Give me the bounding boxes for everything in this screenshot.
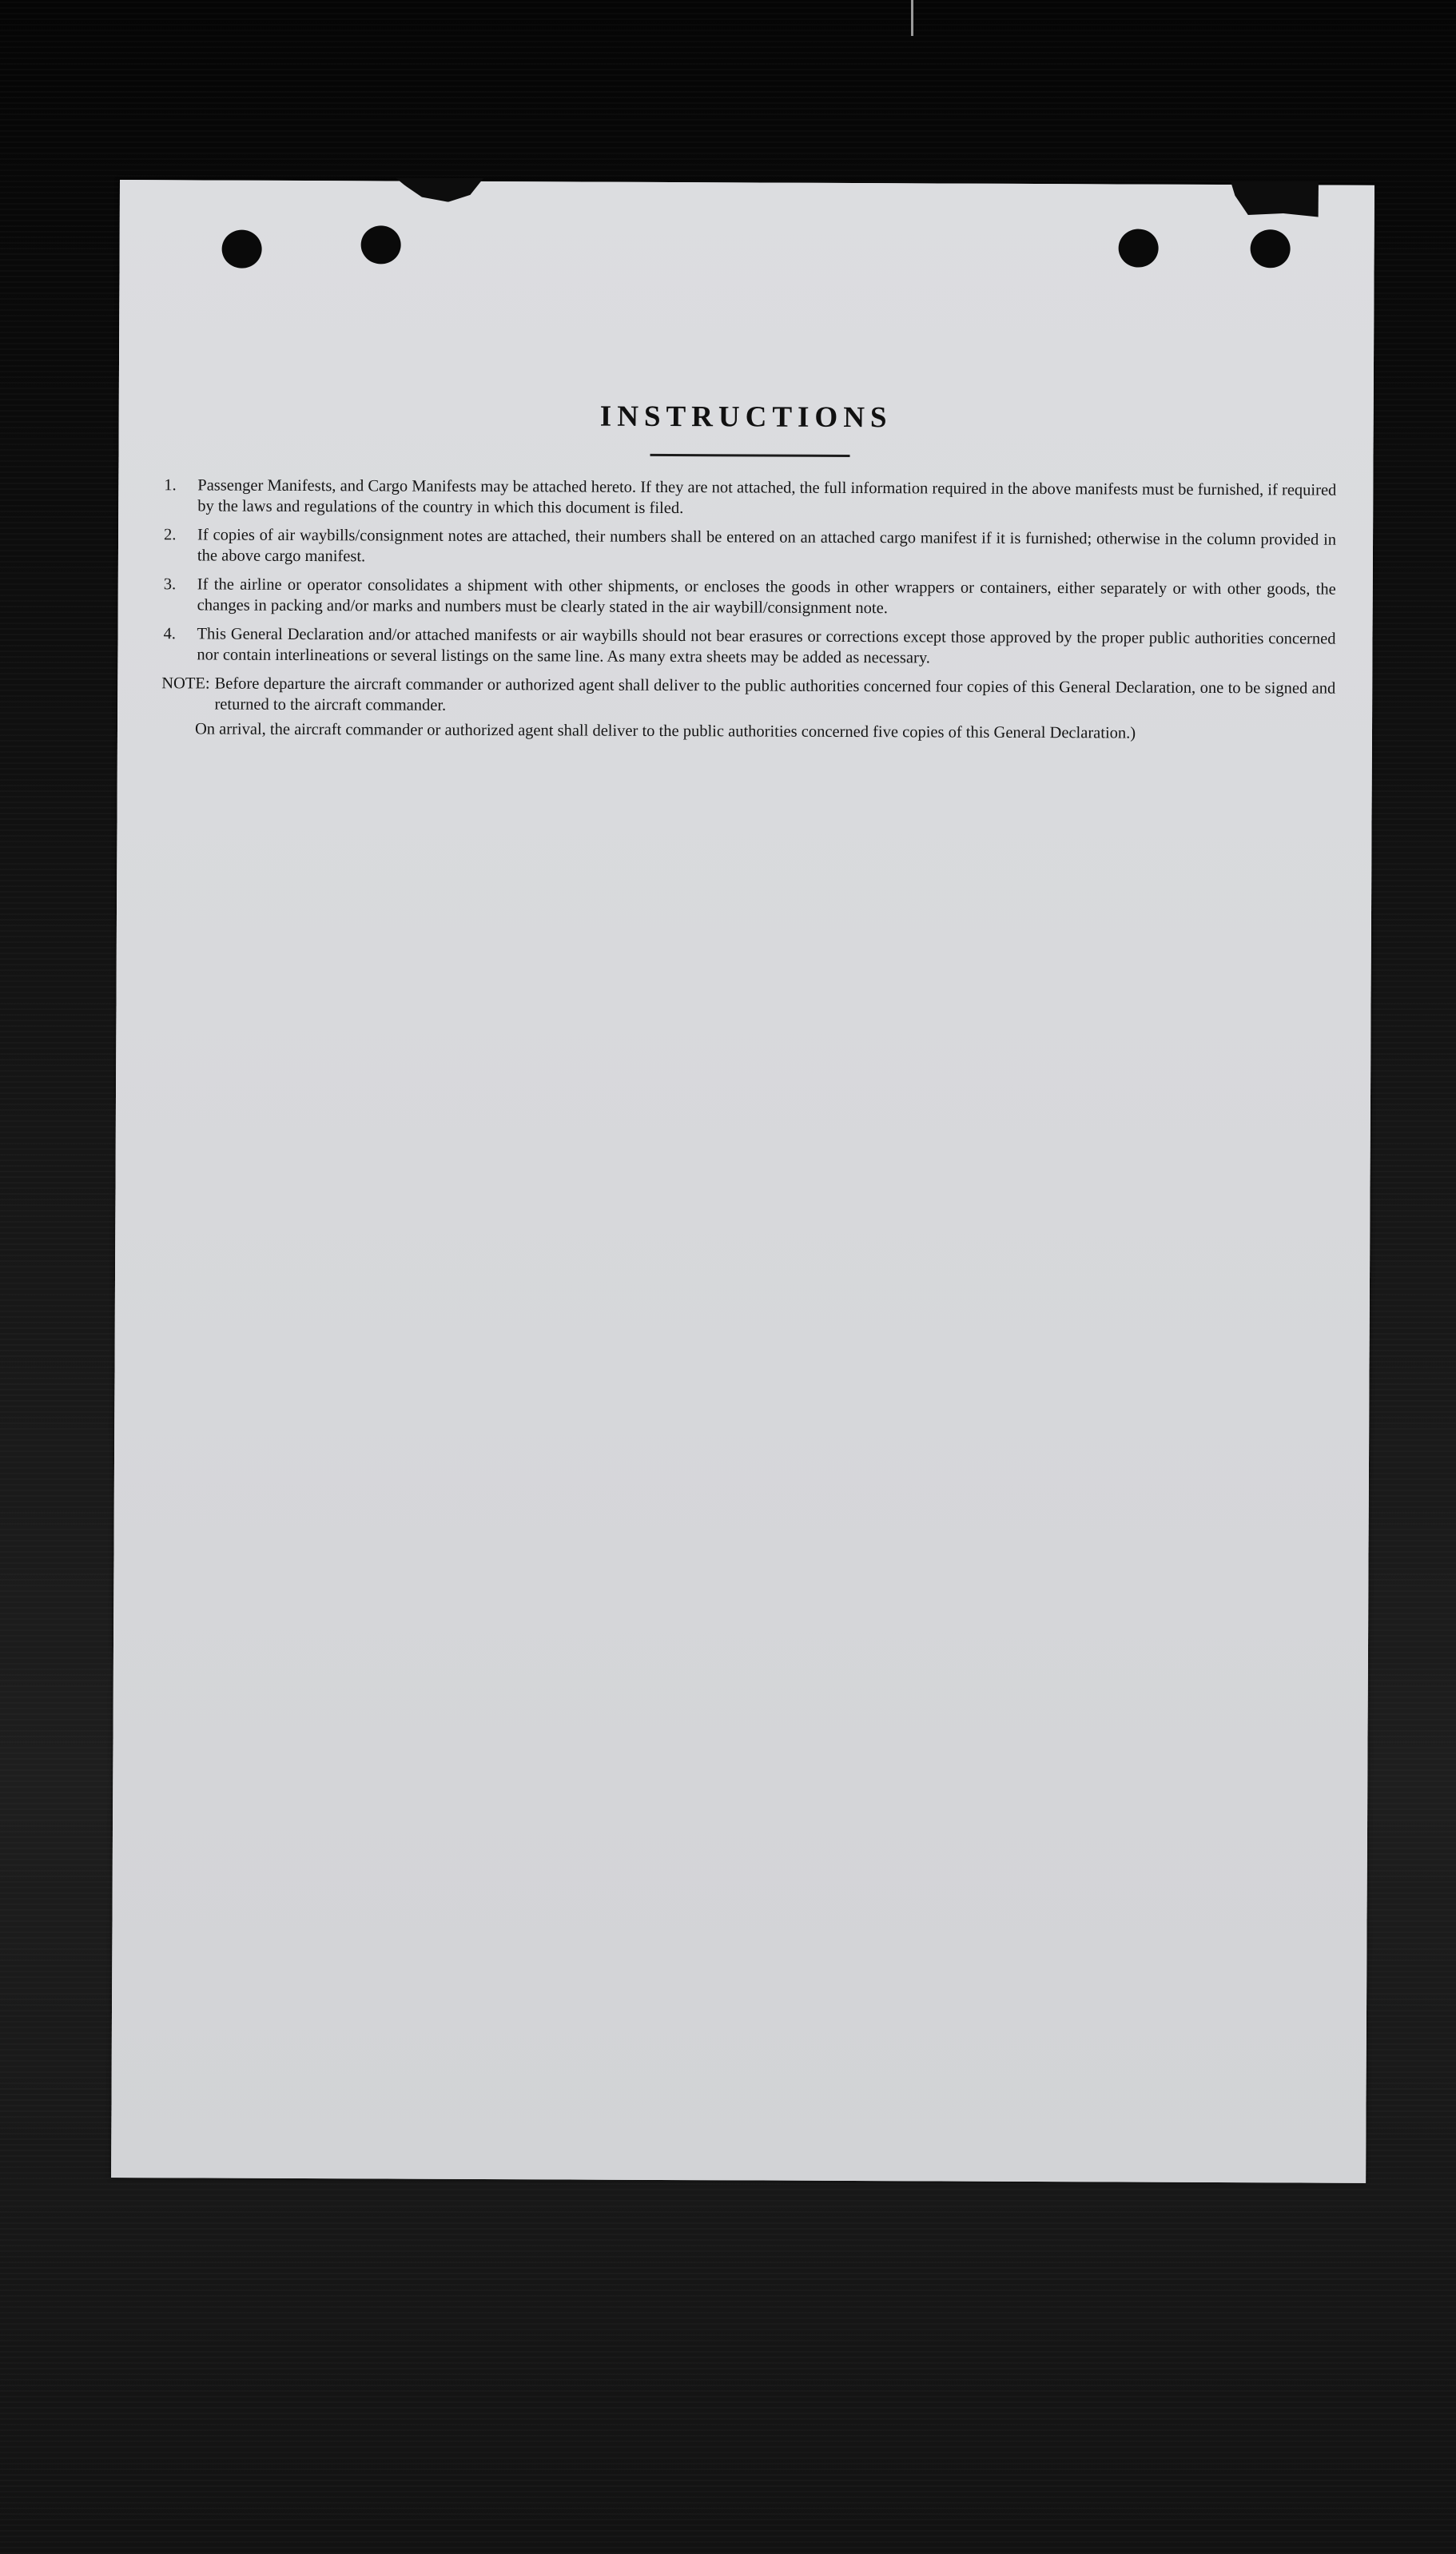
instruction-number: 3. [163,575,177,594]
instruction-text: If copies of air waybills/consignment notes are attached, their numbers shall be entered on an attached cargo manifest if it is furnished; otherwise in the column provided in the above cargo manifest. [197,526,1337,565]
instruction-item [161,624,1335,670]
instruction-number: 4. [163,625,176,643]
instruction-item [162,525,1336,571]
instruction-text: This General Declaration and/or attached manifests or air waybills should not bear erasures or corrections except those approved by the proper public authorities concerned nor contain interlineations or several listings on the same line. As many extra sheets may be added as necessary. [197,625,1336,666]
instruction-number: 2. [164,526,177,544]
punch-hole-left-2 [361,225,401,264]
page-title: INSTRUCTIONS [599,400,893,435]
punch-hole-right-1 [1119,229,1159,267]
instruction-item [162,575,1336,620]
punch-hole-left-1 [222,230,262,269]
instruction-item [162,475,1336,521]
torn-edge-left [396,178,483,202]
torn-edge-right [1231,181,1319,217]
note-label: NOTE: [161,674,210,693]
note-block [161,674,1335,719]
document-page [111,180,1374,2183]
title-underline [650,454,849,457]
scan-mark-top [911,0,913,36]
instruction-number: 1. [164,476,177,495]
instruction-text: If the airline or operator consolidates a shipment with other shipments, or encloses the goods in other wrappers or containers, either separately or with other goods, the changes in packing and/or marks and numbers must be clearly stated in the air waybill/consignment note. [197,575,1336,617]
note-text: Before departure the aircraft commander or authorized agent shall deliver to the public authorities concerned four copies of this General Declaration, one to be signed and returned to the aircraft commander. [214,674,1336,714]
instruction-text: Passenger Manifests, and Cargo Manifests may be attached hereto. If they are not attached, the full information required in the above manifests must be furnished, if required by the laws and regulations of the country in which this document is filed. [197,476,1337,517]
punch-hole-right-2 [1251,229,1291,268]
instructions-list [161,475,1336,745]
note-extra-text: On arrival, the aircraft commander or authorized agent shall deliver to the public authorities concerned five copies of this General Declaration.) [194,720,1136,742]
bleed-through-text [595,1157,607,1179]
